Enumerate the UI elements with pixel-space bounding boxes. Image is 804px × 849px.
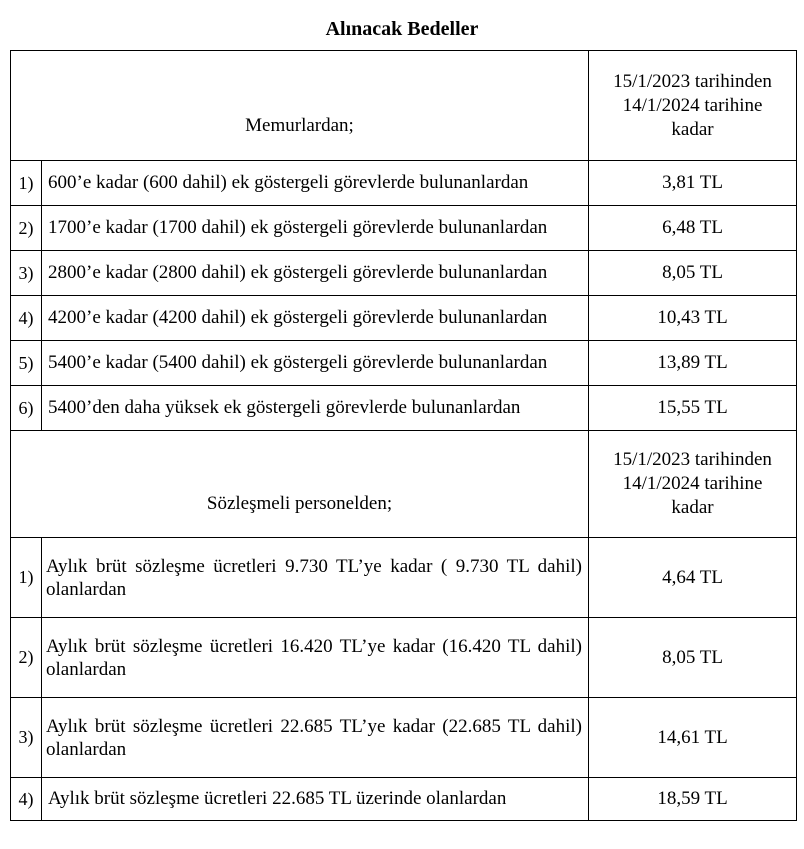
table-row bbox=[11, 161, 797, 206]
row-amount: 3,81 TL bbox=[589, 161, 797, 206]
row-description: Aylık brüt sözleşme ücretleri 22.685 TL’ye kadar (22.685 TL dahil) olanlardan bbox=[42, 698, 589, 778]
period-line: 15/1/2023 tarihinden bbox=[613, 449, 772, 470]
row-amount: 13,89 TL bbox=[589, 341, 797, 386]
row-description: 1700’e kadar (1700 dahil) ek göstergeli görevlerde bulunanlardan bbox=[42, 206, 589, 251]
row-description: Aylık brüt sözleşme ücretleri 16.420 TL’ye kadar (16.420 TL dahil) olanlardan bbox=[42, 618, 589, 698]
document-title: Alınacak Bedeller bbox=[325, 18, 479, 40]
row-amount: 14,61 TL bbox=[589, 698, 797, 778]
row-number: 4) bbox=[11, 296, 42, 341]
row-number: 4) bbox=[11, 778, 42, 821]
fees-table bbox=[10, 50, 797, 821]
row-description: 2800’e kadar (2800 dahil) ek göstergeli görevlerde bulunanlardan bbox=[42, 251, 589, 296]
table-row bbox=[11, 778, 797, 821]
row-number: 2) bbox=[11, 618, 42, 698]
row-amount: 8,05 TL bbox=[589, 618, 797, 698]
table-row bbox=[11, 341, 797, 386]
section-heading: Sözleşmeli personelden; bbox=[11, 431, 589, 538]
row-amount: 10,43 TL bbox=[589, 296, 797, 341]
table-row bbox=[11, 618, 797, 698]
period-line: kadar bbox=[671, 497, 714, 518]
row-number: 5) bbox=[11, 341, 42, 386]
row-amount: 15,55 TL bbox=[589, 386, 797, 431]
row-description: Aylık brüt sözleşme ücretleri 22.685 TL üzerinde olanlardan bbox=[42, 778, 589, 821]
period-line: 14/1/2024 tarihine bbox=[622, 473, 763, 494]
period-line: 14/1/2024 tarihine bbox=[622, 94, 763, 116]
table-row bbox=[11, 538, 797, 618]
row-amount: 4,64 TL bbox=[589, 538, 797, 618]
period-line: kadar bbox=[671, 118, 714, 140]
section-heading: Memurlardan; bbox=[11, 51, 589, 161]
row-number: 3) bbox=[11, 251, 42, 296]
row-number: 6) bbox=[11, 386, 42, 431]
table-row bbox=[11, 251, 797, 296]
row-number: 1) bbox=[11, 161, 42, 206]
period-header bbox=[589, 431, 797, 538]
row-description: Aylık brüt sözleşme ücretleri 9.730 TL’ye kadar ( 9.730 TL dahil) olanlardan bbox=[42, 538, 589, 618]
section-header-civil-servants bbox=[11, 51, 797, 161]
row-amount: 6,48 TL bbox=[589, 206, 797, 251]
period-header bbox=[589, 51, 797, 161]
row-amount: 18,59 TL bbox=[589, 778, 797, 821]
row-number: 1) bbox=[11, 538, 42, 618]
row-description: 5400’den daha yüksek ek göstergeli görevlerde bulunanlardan bbox=[42, 386, 589, 431]
row-description: 5400’e kadar (5400 dahil) ek göstergeli görevlerde bulunanlardan bbox=[42, 341, 589, 386]
table-row bbox=[11, 698, 797, 778]
period-line: 15/1/2023 tarihinden bbox=[613, 70, 772, 92]
table-row bbox=[11, 206, 797, 251]
table-row bbox=[11, 386, 797, 431]
section-header-contract-staff bbox=[11, 431, 797, 538]
row-description: 600’e kadar (600 dahil) ek göstergeli görevlerde bulunanlardan bbox=[42, 161, 589, 206]
table-row bbox=[11, 296, 797, 341]
row-amount: 8,05 TL bbox=[589, 251, 797, 296]
row-description: 4200’e kadar (4200 dahil) ek göstergeli görevlerde bulunanlardan bbox=[42, 296, 589, 341]
row-number: 2) bbox=[11, 206, 42, 251]
row-number: 3) bbox=[11, 698, 42, 778]
